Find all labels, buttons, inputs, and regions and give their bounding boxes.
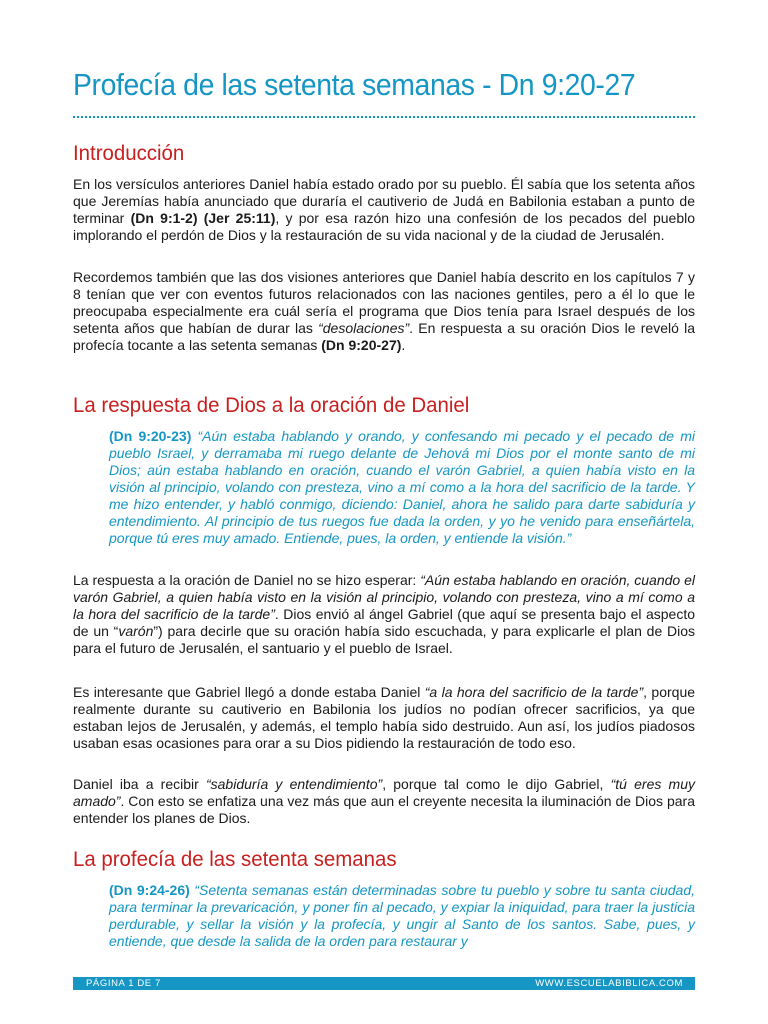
scripture-quote: (Dn 9:20-23) “Aún estaba hablando y orando, y confesando mi pecado y el pecado de mi pueblo Israel, y derramaba mi ruego delante de Jehová mi Dios por el monte santo de mi Dios; aún estaba hablando en oración, cuando el varón Gabriel, a quien había visto en la visión al principio, volando con presteza, vino a mí como a la hora del sacrificio de la tarde. Y me hizo entender, y habló conmigo, diciendo: Daniel, ahora he salido para darte sabiduría y entendimiento. Al principio de tus ruegos fue dada la orden, y yo he venido para enseñártela, porque tú eres muy amado. Entiende, pues, la orden, y entiende la visión.” — [109, 428, 695, 546]
body-paragraph: Daniel iba a recibir “sabiduría y entendimiento”, porque tal como le dijo Gabriel, “tú eres muy amado”. Con esto se enfatiza una vez más que aun el creyente necesita la iluminación de Dios para entender los planes de Dios. — [73, 776, 695, 826]
page-title: Profecía de las setenta semanas - Dn 9:20-27 — [73, 68, 636, 102]
dotted-divider — [73, 116, 695, 118]
scripture-quote: (Dn 9:24-26) “Setenta semanas están determinadas sobre tu pueblo y sobre tu santa ciudad, para terminar la prevaricación, y poner fin al pecado, y expiar la iniquidad, para traer la justicia perdurable, y sellar la visión y la profecía, y ungir al Santo de los santos. Sabe, pues, y entiende, que desde la salida de la orden para restaurar y — [109, 882, 695, 949]
body-paragraph: La respuesta a la oración de Daniel no se hizo esperar: “Aún estaba hablando en oración, cuando el varón Gabriel, a quien había visto en la visión al principio, volando con presteza, vino a mí como a la hora del sacrificio de la tarde”. Dios envió al ángel Gabriel (que aquí se presenta bajo el aspecto de un “varón”) para decirle que su oración había sido escuchada, y para explicarle el plan de Dios para el futuro de Jerusalén, el santuario y el pueblo de Israel. — [73, 572, 696, 656]
body-paragraph: Es interesante que Gabriel llegó a donde estaba Daniel “a la hora del sacrificio de la tarde”, porque realmente durante su cautiverio en Babilonia los judíos no podían ofrecer sacrificios, ya que estaban lejos de Jerusalén, y además, el templo había sido destruido. Aun así, los judíos piadosos usaban esas ocasiones para orar a su Dios pidiendo la restauración de todo eso. — [73, 684, 696, 751]
intro-paragraph-2: Recordemos también que las dos visiones anteriores que Daniel había descrito en los capítulos 7 y 8 tenían que ver con eventos futuros relacionados con las naciones gentiles, pero a él lo que le preocupaba especialmente era cuál sería el programa que Dios tenía para Israel después de los setenta años que habían de durar las “desolaciones”. En respuesta a su oración Dios le reveló la profecía tocante a las setenta semanas (Dn 9:20-27). — [73, 269, 695, 353]
section-heading-introduccion: Introducción — [73, 141, 185, 165]
section-heading-respuesta: La respuesta de Dios a la oración de Daniel — [73, 393, 470, 417]
section-heading-profecia: La profecía de las setenta semanas — [73, 847, 397, 871]
website-link[interactable]: WWW.ESCUELABIBLICA.COM — [535, 978, 683, 989]
page-footer — [73, 977, 695, 990]
page-number: PÁGINA 1 DE 7 — [86, 978, 161, 989]
intro-paragraph-1: En los versículos anteriores Daniel había estado orado por su pueblo. Él sabía que los setenta años que Jeremías había anunciado que duraría el cautiverio de Judá en Babilonia estaban a punto de terminar (Dn 9:1-2) (Jer 25:11), y por esa razón hizo una confesión de los pecados del pueblo implorando el perdón de Dios y la restauración de su vida nacional y de la ciudad de Jerusalén. — [73, 176, 696, 243]
